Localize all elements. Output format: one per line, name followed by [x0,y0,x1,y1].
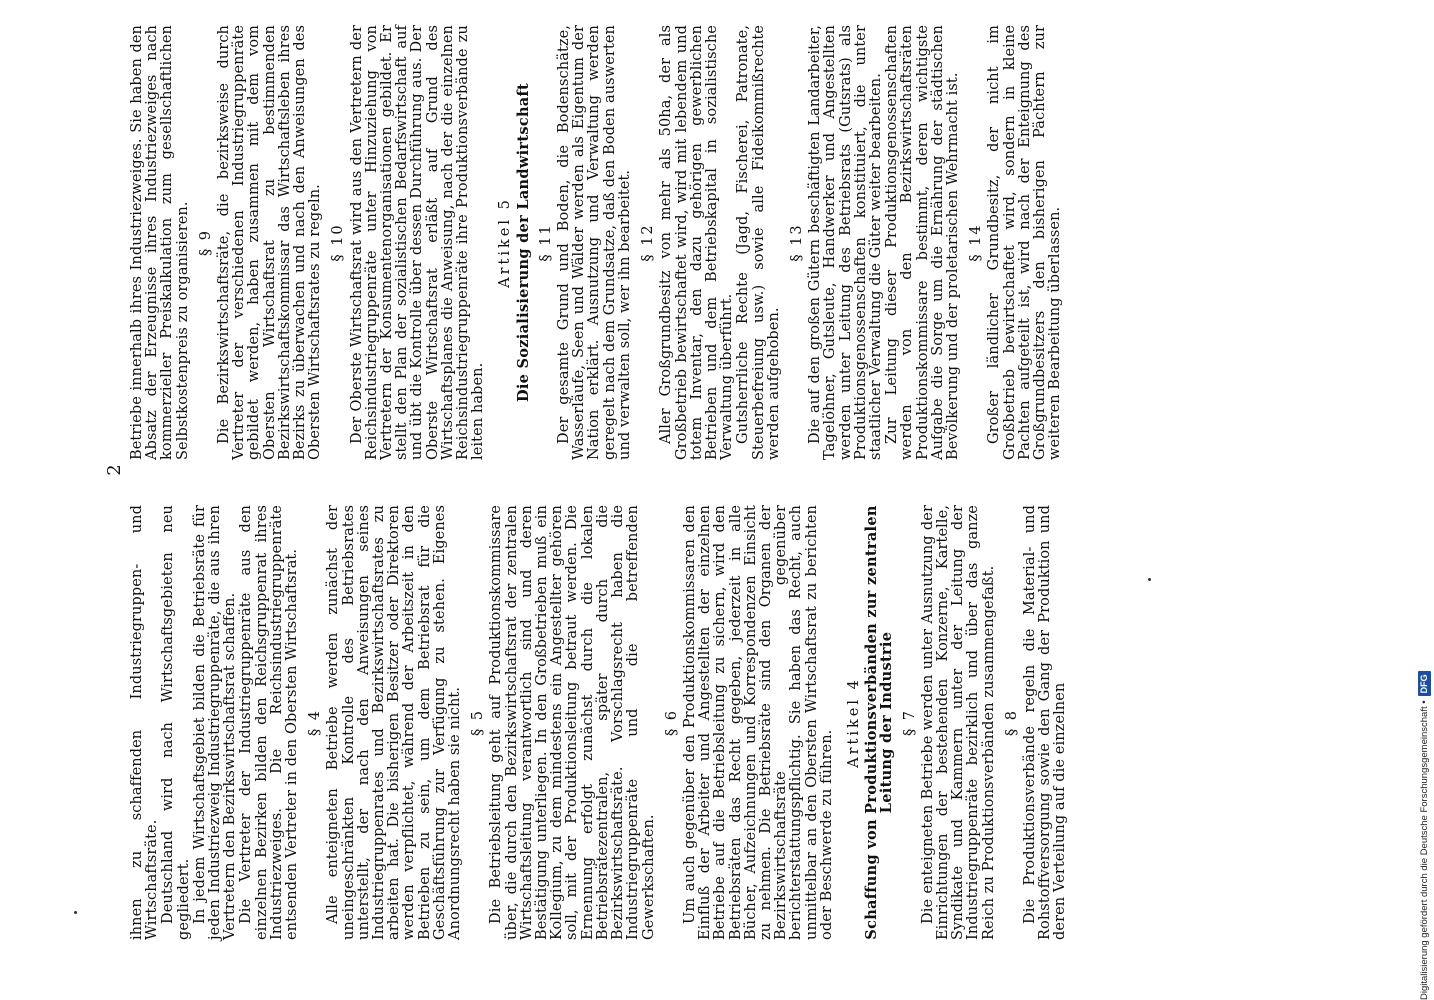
section-heading-8: § 8 [1003,708,1020,737]
section-heading-9: § 9 [197,228,214,257]
paragraph: Die enteigneten Betriebe werden unter Ausnutzung der Einrichtungen der bestehenden Konzerne, Kartelle, Syndikate und Kammern unter der Leitung der Industriegruppenräte bezirklich und über das ganze Reich zu Produktionsverbänden zusammengefaßt. [919,505,997,940]
page-number: 2 [104,464,125,476]
paragraph: Deutschland wird nach Wirtschaftsgebieten neu gegliedert. [160,505,192,940]
paragraph: Die Bezirkswirtschaftsräte, die bezirksweise durch Vertreter der verschiedenen Industriegruppenräte gebildet werden, haben zusammen mit dem vom Obersten Wirtschaftsrat zu bestimmenden Bezirkswirtschaftskommissar das Wirtschaftsleben ihres Bezirks zu überwachen und nach den Anweisungen des Obersten Wirtschaftsrates zu regeln. [216,25,324,460]
paragraph: Die Produktionsverbände regeln die Material- und Rohstoffversorgung sowie den Gang der Produktion und deren Verteilung auf die einzelnen [1021,505,1069,940]
paragraph: ihnen zu schaffenden Industriegruppen- und Wirtschaftsräte. [129,505,161,940]
article-heading-4: Artikel 4 [845,677,862,768]
right-text-column [130,25,1064,460]
paragraph: Aller Großgrundbesitz von mehr als 50ha, der als Großbetrieb bewirtschaftet wird, wird mit lebendem und totem Inventar, den dazu gehörigen gewerblichen Betrieben und dem Betriebskapital in sozialistische Verwaltung überführt. [658,25,736,460]
article-heading-5: Artikel 5 [497,197,514,288]
section-heading-11: § 11 [537,223,554,262]
paragraph: Der gesamte Grund und Boden, die Bodenschätze, Wasserläufe, Seen und Wälder werden als Eigentum der Nation erklärt. Ausnutzung und Verwaltung werden geregelt nach dem Grundsatze, daß den Boden auswerten und verwalten soll, wer ihn bearbeitet. [556,25,633,460]
paragraph: Großer ländlicher Grundbesitz, der nicht im Großbetrieb bewirtschaftet wird, sondern in kleine Pachten aufgeteilt ist, wird nach der Enteignung des Großgrundbesitzers den bisherigen Pächtern zur weiteren Bearbeitung überlassen. [986,25,1064,460]
paragraph: Die Vertreter der Industriegruppenräte aus den einzelnen Bezirken bilden den Reichsgruppenrat ihres Industriezweiges. Die Reichsindustriegruppenräte entsenden Vertreter in den Obersten Wirtschaftsrat. [238,505,301,940]
paragraph: Gutsherrliche Rechte (Jagd, Fischerei, Patronate, Steuerbefreiung usw.) sowie alle Fideikommißrechte werden aufgehoben. [735,25,782,460]
paragraph: Die Betriebsleitung geht auf Produktionskommissare über, die durch den Bezirkswirtschaftsrat der zentralen Wirtschaftsleitung verantwortlich sind und deren Bestätigung unterliegen. In den Großbetrieben muß ein Kollegium, zu dem mindestens ein Angestellter gehören soll, mit der Produktionsleitung betraut werden. Die Ernennung erfolgt zunächst durch die lokalen Betriebsrätezentralen, später durch die Bezirkswirtschaftsräte. Vorschlagsrecht haben die Industriegruppenräte und die betreffenden Gewerkschaften. [488,505,657,940]
rotated-document-page [104,0,1290,940]
section-heading-10: § 10 [330,223,347,262]
scan-speck [1148,578,1151,581]
paragraph: Betriebe innerhalb ihres Industriezweiges. Sie haben den Absatz der Erzeugnisse ihres Industriezweiges nach kommerzieller Preiskalkulation zum gesellschaftlichen Selbstkostenpreis zu organisieren. [129,25,191,460]
paragraph: Der Oberste Wirtschaftsrat wird aus den Vertretern der Reichsindustriegruppenräte unter Hinzuziehung von Vertretern der Konsumentenorganisationen gebildet. Er stellt den Plan der sozialistischen Bedarfswirtschaft auf und übt die Kontrolle über dessen Durchführung aus. Der Oberste Wirtschaftsrat erläßt auf Grund des Wirtschaftsplanes die Anweisung, nach der die einzelnen Reichsindustriegruppenräte ihre Produktionsverbände zu leiten haben. [348,25,487,460]
article-title-5: Die Sozialisierung der Landwirtschaft [514,82,532,403]
paragraph: Zur Leitung dieser Produktionsgenossenschaften werden von den Bezirkswirtschaftsräten Produktionskommissare bestimmt, deren wichtigste Aufgabe die Sorge um die Ernährung der städtischen Bevölkerung und der proletarischen Wehrmacht ist. [884,25,961,460]
paragraph: Um auch gegenüber den Produktionskommissaren den Einfluß der Arbeiter und Angestellten der einzelnen Betriebe auf die Betriebsleitung zu sichern, wird den Betriebsräten das Recht gegeben, jederzeit in alle Bücher, Aufzeichnungen und Korrespondenzen Einsicht zu nehmen. Die Betriebsräte sind den Organen der Bezirkswirtschaftsräte gegenüber berichterstattungspflichtig. Sie haben das Recht, auch unmittelbar an den Obersten Wirtschaftsrat zu berichten oder Beschwerde zu führen. [681,505,835,940]
dfg-logo: DFG [1418,671,1431,696]
paragraph: In jedem Wirtschaftsgebiet bilden die Betriebsräte für jeden Industriezweig Industriegruppenräte, die aus ihren Vertretern den Bezirkswirtschaftsrat schaffen. [191,505,239,940]
section-heading-5: § 5 [470,708,487,737]
section-heading-12: § 12 [640,223,657,262]
section-heading-4: § 4 [307,708,324,737]
sidenote-text: Digitalisierung gefördert durch die Deutsche Forschungsgemeinschaft • [1419,700,1430,1000]
scan-speck [74,911,77,914]
left-text-column [130,505,1070,940]
paragraph: Die auf den großen Gütern beschäftigten Landarbeiter, Tagelöhner, Gutsleute, Handwerker und Angestellten werden unter Leitung des Betriebsrats (Gutsrats) als Produktionsgenossenschaften konstituiert, die unter staatlicher Verwaltung die Güter weiter bearbeiten. [807,25,884,460]
section-heading-7: § 7 [901,708,918,737]
article-title-4: Schaffung von Produktionsverbänden zur zentralen Leitung der Industrie [863,505,896,940]
paragraph: Alle enteigneten Betriebe werden zunächst der uneingeschränkten Kontrolle des Betriebsrates unterstellt, der nach den Anweisungen seines Industriegruppenrates und Bezirkswirtschaftsrates zu arbeiten hat. Die bisherigen Besitzer oder Direktoren werden verpflichtet, während der Arbeitszeit in den Betrieben zu sein, um dem Betriebsrat für die Geschäftsführung zur Verfügung zu stehen. Eigenes Anordnungsrecht haben sie nicht. [325,505,464,940]
section-heading-6: § 6 [663,708,680,737]
digitization-sidenote [1418,0,1434,1000]
section-heading-13: § 13 [788,223,805,262]
section-heading-14: § 14 [968,223,985,262]
